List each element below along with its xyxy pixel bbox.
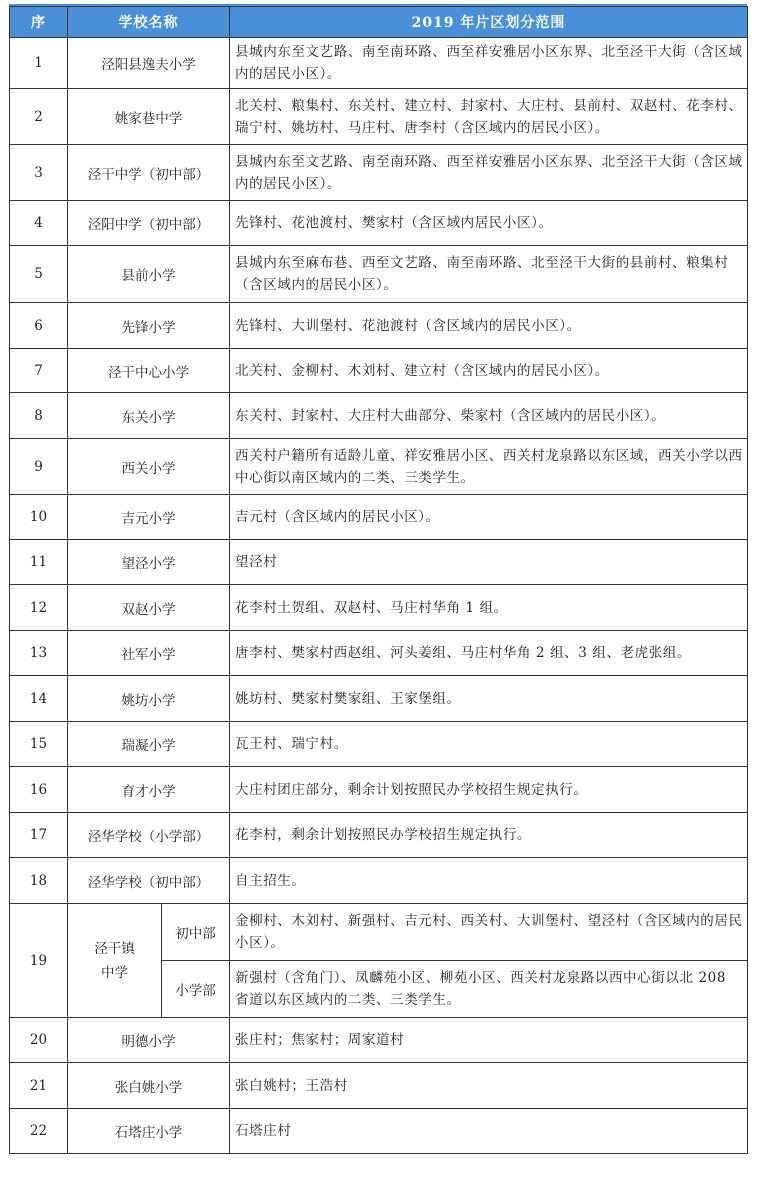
table-row [10,145,748,201]
row-school: 泾干中心小学 [68,349,230,393]
row-no: 11 [10,540,68,585]
table-row [10,813,748,858]
row-no: 12 [10,585,68,631]
row-range: 瓦王村、瑞宁村。 [230,722,748,767]
table-row [10,585,748,631]
table-header-row [10,7,748,38]
row-school: 泾阳中学（初中部） [68,201,230,246]
row-range: 县城内东至麻布巷、西至文艺路、南至南环路、北至泾干大街的县前村、粮集村（含区域内的居民小区）。 [230,246,748,303]
row-range: 张庄村；焦家村；周家道村 [230,1018,748,1063]
row-school: 石塔庄小学 [68,1109,230,1154]
table-row [10,201,748,246]
row-no: 20 [10,1018,68,1063]
row-range: 花李村，剩余计划按照民办学校招生规定执行。 [230,813,748,858]
row-school: 泾华学校（初中部） [68,858,230,904]
row-school: 泾干中学（初中部） [68,145,230,201]
table-row [10,904,748,961]
row-no: 7 [10,349,68,393]
zoning-table [9,6,748,1154]
row-no: 10 [10,495,68,540]
row-school: 姚家巷中学 [68,89,230,145]
table-row [10,38,748,89]
row-range: 县城内东至文艺路、南至南环路、西至祥安雅居小区东界、北至泾干大街（含区域内的居民小区）。 [230,145,748,201]
table-row [10,393,748,439]
row-no: 6 [10,303,68,349]
table-row [10,540,748,585]
header-no: 序 [10,7,68,38]
row-school: 育才小学 [68,767,230,813]
row-range: 张白姚村；王浩村 [230,1063,748,1109]
row-school: 县前小学 [68,246,230,303]
row-subdivision: 初中部 [162,904,230,961]
row-no: 16 [10,767,68,813]
school-name-line: 泾干镇 [94,940,135,957]
header-school: 学校名称 [68,7,230,38]
school-name-line: 中学 [101,964,128,981]
row-range: 望泾村 [230,540,748,585]
row-no: 18 [10,858,68,904]
row-school: 张白姚小学 [68,1063,230,1109]
row-no: 5 [10,246,68,303]
row-range: 北关村、金柳村、木刘村、建立村（含区域内的居民小区）。 [230,349,748,393]
row-range: 吉元村（含区域内的居民小区）。 [230,495,748,540]
document-page [9,6,747,1154]
table-row [10,1018,748,1063]
row-school: 吉元小学 [68,495,230,540]
row-no: 8 [10,393,68,439]
row-range: 县城内东至文艺路、南至南环路、西至祥安雅居小区东界、北至泾干大街（含区域内的居民小区）。 [230,38,748,89]
row-range: 北关村、粮集村、东关村、建立村、封家村、大庄村、县前村、双赵村、花李村、瑞宁村、姚坊村、马庄村、唐李村（含区域内的居民小区）。 [230,89,748,145]
row-no: 4 [10,201,68,246]
row-school: 望泾小学 [68,540,230,585]
row-no: 19 [10,904,68,1018]
row-range: 姚坊村、樊家村樊家组、王家堡组。 [230,676,748,722]
row-school: 东关小学 [68,393,230,439]
row-range: 先锋村、大训堡村、花池渡村（含区域内的居民小区）。 [230,303,748,349]
table-row [10,349,748,393]
row-school: 姚坊小学 [68,676,230,722]
table-row [10,89,748,145]
row-no: 1 [10,38,68,89]
table-row [10,246,748,303]
header-range: 2019 年片区划分范围 [230,7,748,38]
row-subdivision: 小学部 [162,961,230,1018]
row-range: 花李村土贺组、双赵村、马庄村华角 1 组。 [230,585,748,631]
row-range: 自主招生。 [230,858,748,904]
table-row [10,858,748,904]
row-school: 泾阳县逸夫小学 [68,38,230,89]
row-range: 东关村、封家村、大庄村大曲部分、柴家村（含区域内的居民小区）。 [230,393,748,439]
row-no: 13 [10,631,68,676]
row-no: 17 [10,813,68,858]
table-row [10,303,748,349]
table-row [10,1109,748,1154]
row-school: 社军小学 [68,631,230,676]
row-range: 新强村（含角门）、凤麟苑小区、柳苑小区、西关村龙泉路以西中心街以北 208 省道以东区域内的二类、三类学生。 [230,961,748,1018]
row-school: 瑞凝小学 [68,722,230,767]
row-school: 泾华学校（小学部） [68,813,230,858]
table-row [10,676,748,722]
row-no: 22 [10,1109,68,1154]
row-no: 3 [10,145,68,201]
row-no: 9 [10,439,68,495]
table-row [10,439,748,495]
row-school: 西关小学 [68,439,230,495]
row-school: 先锋小学 [68,303,230,349]
row-range: 先锋村、花池渡村、樊家村（含区域内居民小区）。 [230,201,748,246]
table-row [10,495,748,540]
row-school [68,904,162,1018]
table-row [10,767,748,813]
row-school: 明德小学 [68,1018,230,1063]
row-range: 金柳村、木刘村、新强村、吉元村、西关村、大训堡村、望泾村（含区域内的居民小区）。 [230,904,748,961]
row-school: 双赵小学 [68,585,230,631]
row-no: 14 [10,676,68,722]
row-no: 15 [10,722,68,767]
row-range: 大庄村团庄部分，剩余计划按照民办学校招生规定执行。 [230,767,748,813]
row-no: 2 [10,89,68,145]
row-range: 石塔庄村 [230,1109,748,1154]
row-no: 21 [10,1063,68,1109]
table-row [10,722,748,767]
table-row [10,631,748,676]
row-range: 西关村户籍所有适龄儿童、祥安雅居小区、西关村龙泉路以东区域，西关小学以西中心街以南区域内的二类、三类学生。 [230,439,748,495]
table-row [10,1063,748,1109]
row-range: 唐李村、樊家村西赵组、河头姜组、马庄村华角 2 组、3 组、老虎张组。 [230,631,748,676]
